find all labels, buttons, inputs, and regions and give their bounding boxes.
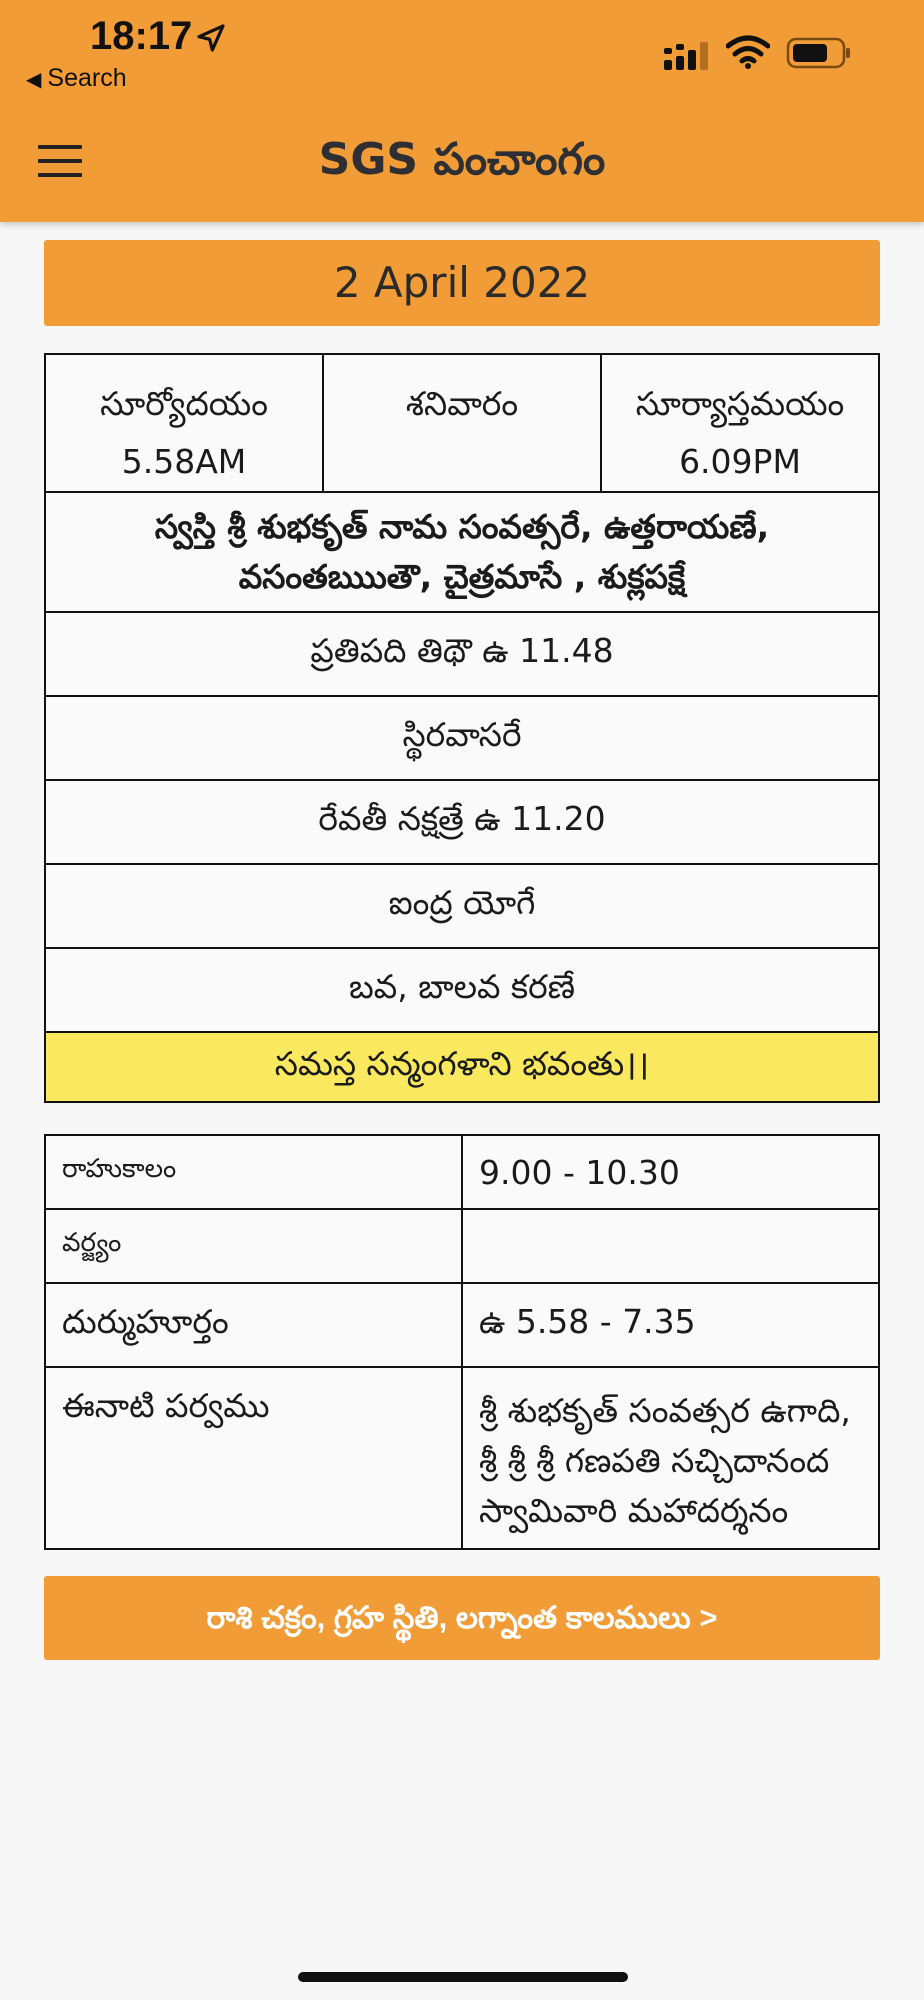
karana-text: బవ, బాలవ కరణే	[45, 948, 879, 1032]
blessing-row	[45, 1032, 879, 1102]
festival-value: శ్రీ శుభకృత్ సంవత్సర ఉగాది, శ్రీ శ్రీ శ్రీ గణపతి సచ్చిదానంద స్వామివారి మహాదర్శనం	[462, 1367, 879, 1549]
rahukalam-row	[45, 1135, 879, 1209]
location-arrow-icon	[195, 22, 227, 54]
rasi-chakram-button[interactable]: రాశి చక్రం, గ్రహ స్థితి, లగ్నాంత కాలములు >	[44, 1576, 880, 1660]
status-time: 18:17	[90, 14, 193, 58]
rahukalam-label: రాహుకాలం	[45, 1135, 462, 1209]
panchangam-table	[44, 353, 880, 1103]
yoga-text: ఐంద్ర యోగే	[45, 864, 879, 948]
nakshatra-text: రేవతీ నక్షత్రే ఉ 11.20	[45, 780, 879, 864]
durmuhurtham-row	[45, 1283, 879, 1367]
durmuhurtham-label: దుర్ముహూర్తం	[45, 1283, 462, 1367]
samvatsara-row	[45, 492, 879, 612]
varjyam-row	[45, 1209, 879, 1283]
samvatsara-text: స్వస్తి శ్రీ శుభకృత్ నామ సంవత్సరే, ఉత్తరాయణే, వసంతఋుతౌ, చైత్రమాసే , శుక్లపక్షే	[45, 492, 879, 612]
back-triangle-icon: ◀	[26, 69, 42, 91]
festival-label: ఈనాటి పర్వము	[45, 1367, 462, 1549]
cellular-signal-icon	[664, 40, 716, 72]
back-to-search-link[interactable]	[26, 64, 127, 93]
varjyam-value	[462, 1209, 879, 1283]
sun-times-row	[45, 354, 879, 492]
app-header	[0, 0, 924, 222]
back-search-label: Search	[47, 64, 127, 92]
tithi-row	[45, 612, 879, 696]
yoga-row	[45, 864, 879, 948]
tithi-text: ప్రతిపది తిథౌ ఉ 11.48	[45, 612, 879, 696]
nakshatra-row	[45, 780, 879, 864]
sunset-cell	[601, 354, 879, 492]
date-banner: 2 April 2022	[44, 240, 880, 326]
durmuhurtham-value: ఉ 5.58 - 7.35	[462, 1283, 879, 1367]
sunset-label: సూర్యాస్తమయం	[635, 384, 845, 423]
sunrise-cell	[45, 354, 323, 492]
rahukalam-value: 9.00 - 10.30	[462, 1135, 879, 1209]
vasara-row	[45, 696, 879, 780]
festival-row	[45, 1367, 879, 1549]
app-title: SGS పంచాంగం	[318, 134, 606, 185]
karana-row	[45, 948, 879, 1032]
sunset-time: 6.09PM	[679, 442, 801, 481]
sunrise-label: సూర్యోదయం	[100, 384, 268, 423]
sunrise-time: 5.58AM	[121, 442, 247, 481]
blessing-text: సమస్త సన్మంగళాని భవంతు।।	[45, 1032, 879, 1102]
vasara-text: స్థిరవాసరే	[45, 696, 879, 780]
varjyam-label: వర్జ్యం	[45, 1209, 462, 1283]
weekday-label: శనివారం	[405, 384, 519, 423]
battery-icon	[786, 36, 852, 70]
wifi-icon	[726, 34, 770, 70]
home-indicator[interactable]	[298, 1972, 628, 1982]
weekday-cell	[323, 354, 601, 492]
timings-table	[44, 1134, 880, 1550]
